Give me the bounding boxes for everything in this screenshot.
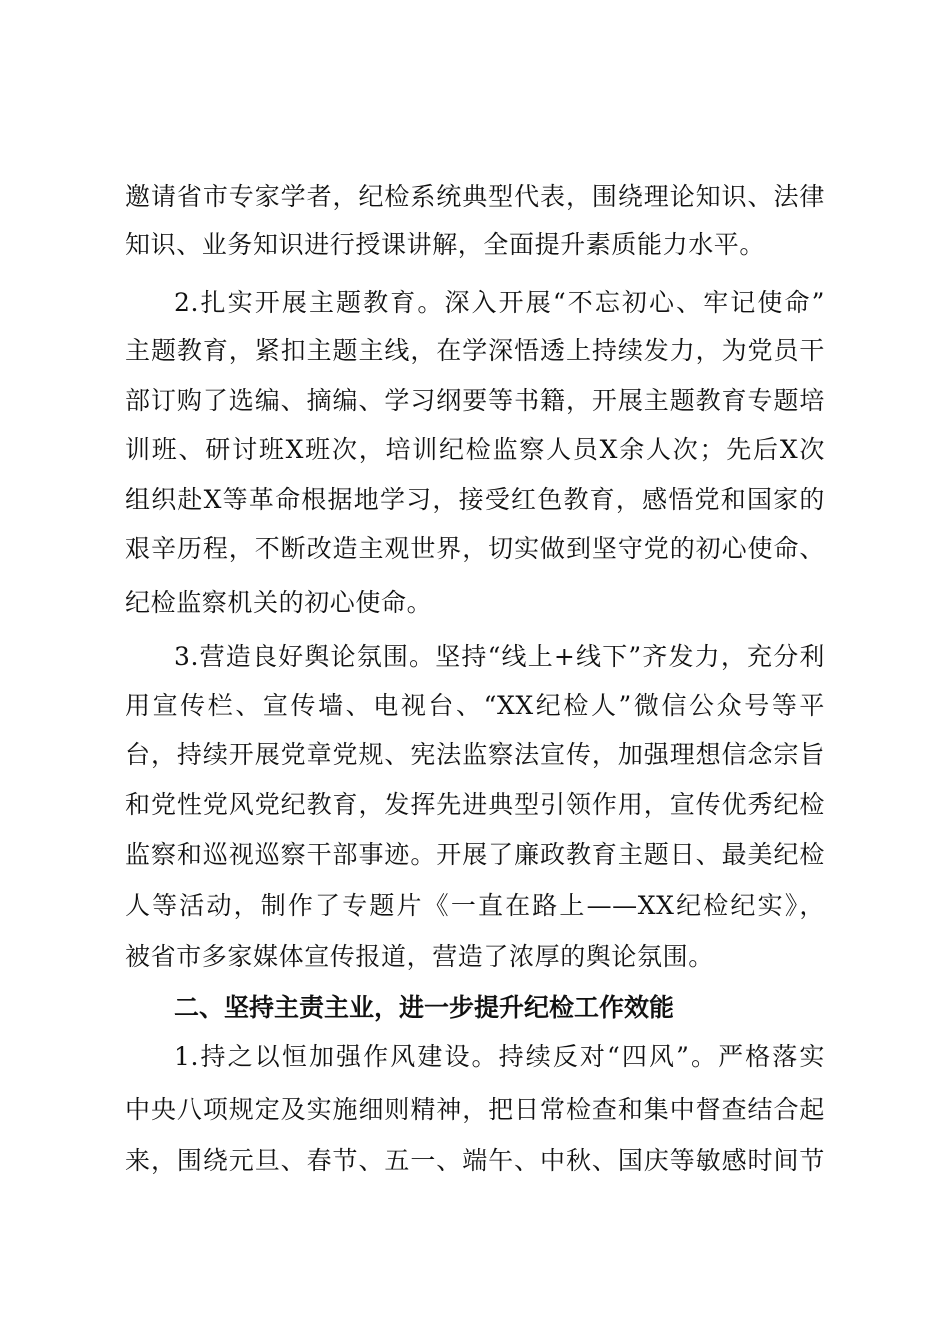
paragraph-line: 人等活动，制作了专题片《一直在路上——XX纪检纪实》， xyxy=(125,891,825,920)
paragraph-line: 监察和巡视巡察干部事迹。开展了廉政教育主题日、最美纪检 xyxy=(125,840,825,869)
paragraph-line: 组织赴X等革命根据地学习，接受红色教育，感悟党和国家的 xyxy=(125,485,825,514)
paragraph-line: 邀请省市专家学者，纪检系统典型代表，围绕理论知识、法律 xyxy=(125,182,825,211)
paragraph-line: 和党性党风党纪教育，发挥先进典型引领作用，宣传优秀纪检 xyxy=(125,790,825,819)
paragraph-line: 部订购了选编、摘编、学习纲要等书籍，开展主题教育专题培 xyxy=(125,386,825,415)
paragraph-line: 知识、业务知识进行授课讲解，全面提升素质能力水平。 xyxy=(125,230,766,259)
paragraph-line: 2.扎实开展主题教育。深入开展“不忘初心、牢记使命” xyxy=(174,288,825,317)
paragraph-line: 来，围绕元旦、春节、五一、端午、中秋、国庆等敏感时间节 xyxy=(125,1146,825,1175)
paragraph-line: 纪检监察机关的初心使命。 xyxy=(125,588,433,617)
paragraph-line: 3.营造良好舆论氛围。坚持“线上+线下”齐发力，充分利 xyxy=(174,642,825,671)
paragraph-line: 台，持续开展党章党规、宪法监察法宣传，加强理想信念宗旨 xyxy=(125,740,825,769)
paragraph-line: 主题教育，紧扣主题主线，在学深悟透上持续发力，为党员干 xyxy=(125,336,825,365)
paragraph-line: 被省市多家媒体宣传报道，营造了浓厚的舆论氛围。 xyxy=(125,942,714,971)
paragraph-line: 1.持之以恒加强作风建设。持续反对“四风”。严格落实 xyxy=(174,1042,825,1071)
paragraph-line: 艰辛历程，不断改造主观世界，切实做到坚守党的初心使命、 xyxy=(125,534,825,563)
paragraph-line: 中央八项规定及实施细则精神，把日常检查和集中督查结合起 xyxy=(125,1095,825,1124)
paragraph-line: 训班、研讨班X班次，培训纪检监察人员X余人次；先后X次 xyxy=(125,435,825,464)
section-heading: 二、坚持主责主业，进一步提升纪检工作效能 xyxy=(174,993,675,1022)
paragraph-line: 用宣传栏、宣传墙、电视台、“XX纪检人”微信公众号等平 xyxy=(125,691,825,720)
